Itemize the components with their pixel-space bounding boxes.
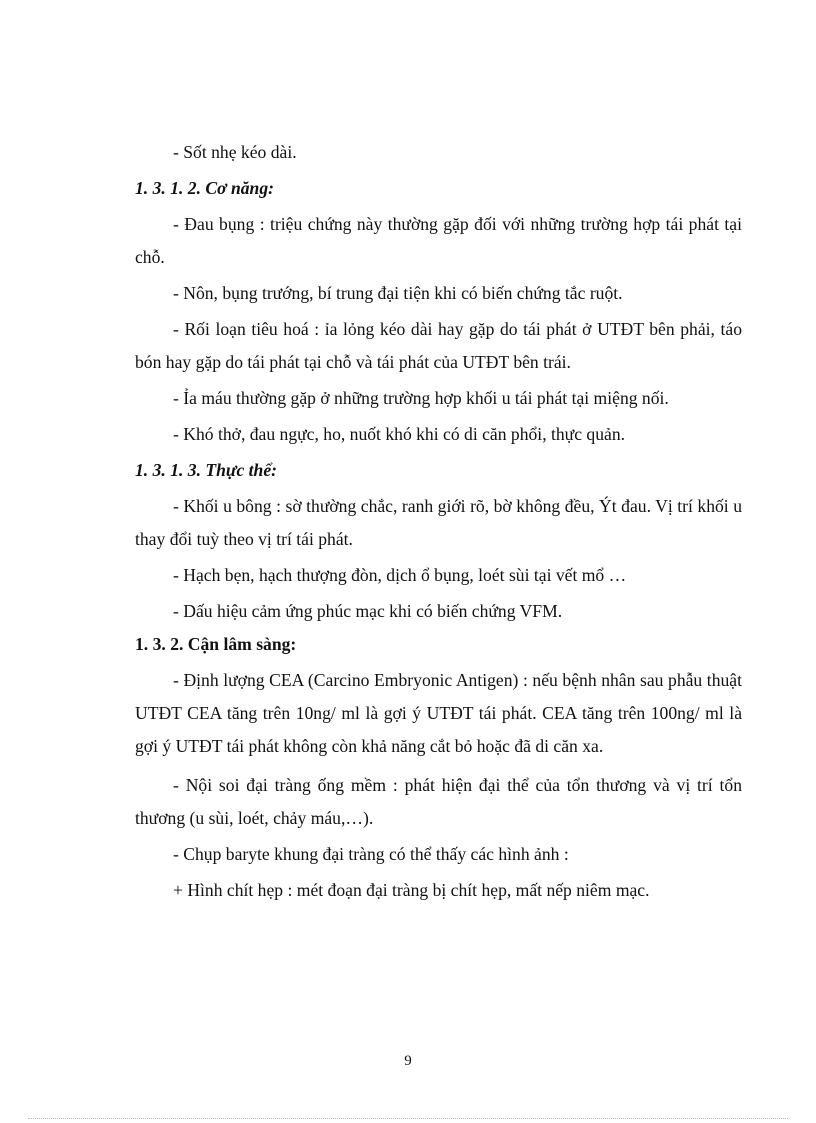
heading-functional-symptoms: 1. 3. 1. 2. Cơ năng:: [135, 178, 274, 198]
page-bottom-divider: [28, 1118, 788, 1119]
paragraph-dyspnea: - Khó thở, đau ngực, ho, nuốt khó khi có di căn phổi, thực quản.: [173, 424, 626, 444]
heading-paraclinical: 1. 3. 2. Cận lâm sàng:: [135, 634, 297, 654]
paragraph-barium: - Chụp baryte khung đại tràng có thể thấy các hình ảnh :: [173, 844, 569, 864]
paragraph-bloody-stool: - Ỉa máu thường gặp ở những trường hợp khối u tái phát tại miệng nối.: [173, 388, 669, 408]
document-body: [135, 136, 742, 907]
paragraph-tumor-mass: - Khối u bông : sờ thường chắc, ranh giới rõ, bờ không đều, Ýt đau. Vị trí khối u thay đổi tuỳ theo vị trí tái phát.: [135, 496, 742, 549]
heading-physical-signs: 1. 3. 1. 3. Thực thể:: [135, 460, 277, 480]
paragraph-cea: - Định lượng CEA (Carcino Embryonic Antigen) : nếu bệnh nhân sau phẫu thuật UTĐT CEA tăng trên 10ng/ ml là gợi ý UTĐT tái phát. CEA tăng trên 100ng/ ml là gợi ý UTĐT tái phát không còn khả năng cắt bỏ hoặc đã di căn xa.: [135, 670, 742, 756]
paragraph-abdominal-pain: - Đau bụng : triệu chứng này thường gặp đối với những trường hợp tái phát tại chỗ.: [135, 214, 742, 267]
paragraph-vomiting: - Nôn, bụng trướng, bí trung đại tiện khi có biến chứng tắc ruột.: [173, 283, 623, 303]
paragraph-digestive-disorder: - Rối loạn tiêu hoá : ỉa lỏng kéo dài hay gặp do tái phát ở UTĐT bên phải, táo bón hay gặp do tái phát tại chỗ và tái phát của UTĐT bên trái.: [135, 319, 742, 372]
paragraph-fever: - Sốt nhẹ kéo dài.: [173, 142, 297, 162]
paragraph-stenosis: + Hình chít hẹp : mét đoạn đại tràng bị chít hẹp, mất nếp niêm mạc.: [173, 880, 650, 900]
paragraph-endoscopy: - Nội soi đại tràng ống mềm : phát hiện đại thể của tổn thương và vị trí tổn thương (u sùi, loét, chảy máu,…).: [135, 775, 742, 828]
page-number: 9: [404, 1053, 412, 1069]
paragraph-peritoneal-signs: - Dấu hiệu cảm ứng phúc mạc khi có biến chứng VFM.: [173, 601, 563, 621]
paragraph-lymph-nodes: - Hạch bẹn, hạch thượng đòn, dịch ổ bụng, loét sùi tại vết mổ …: [173, 565, 627, 585]
